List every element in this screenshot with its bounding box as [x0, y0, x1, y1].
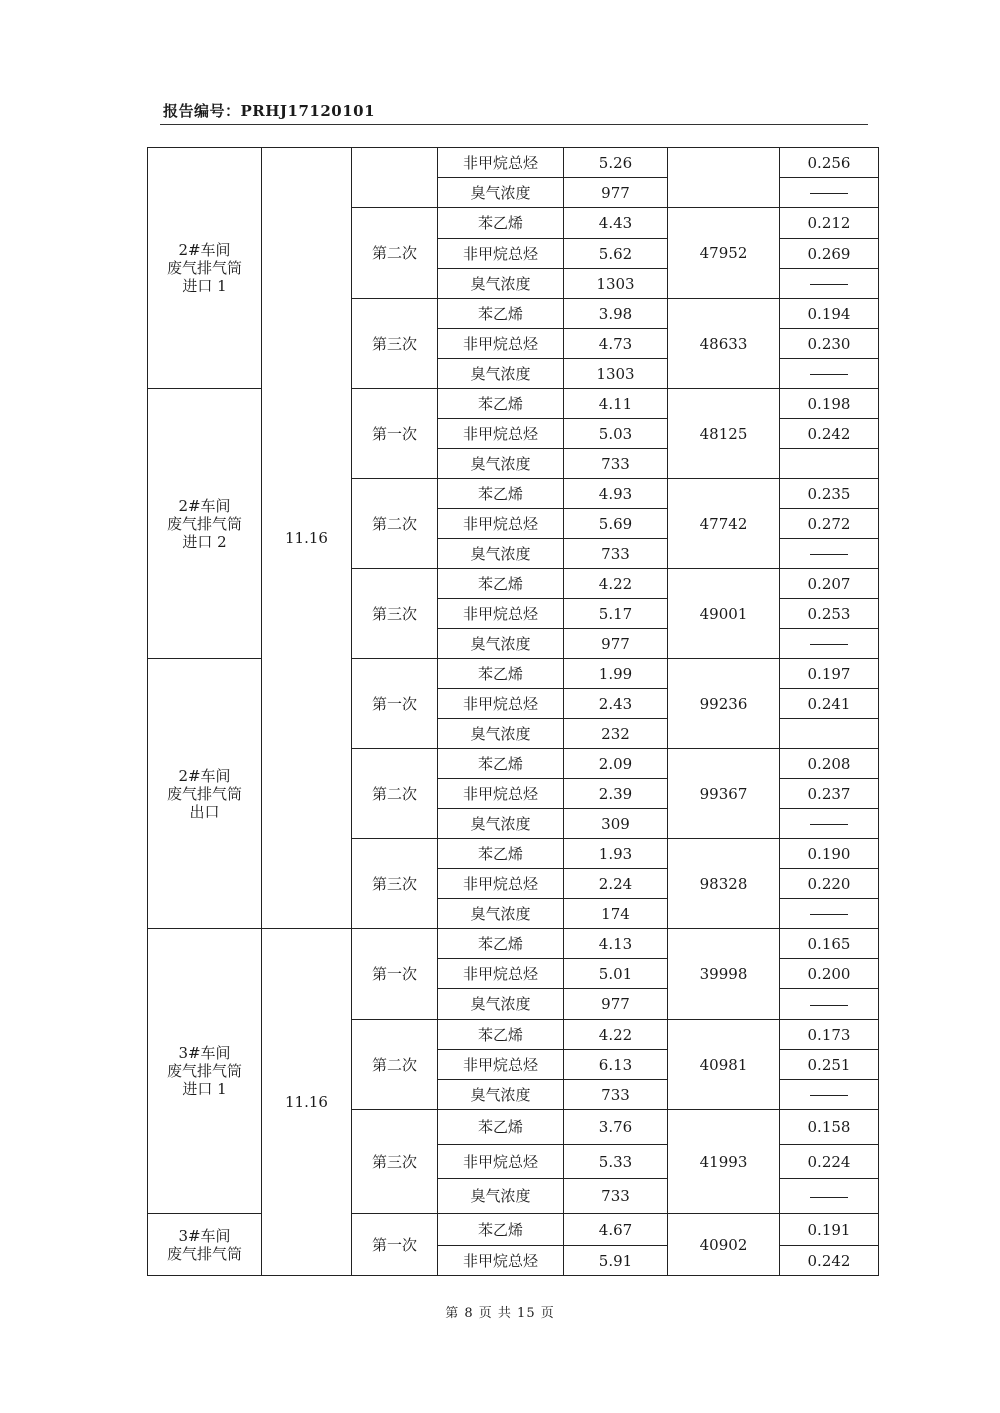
emission-rate-cell: 0.269	[780, 239, 879, 269]
concentration-cell: 5.17	[564, 599, 668, 629]
emission-rate-cell: 0.220	[780, 869, 879, 899]
sampling-round-cell: 第一次	[352, 659, 438, 749]
concentration-cell: 733	[564, 1080, 668, 1110]
pollutant-name-cell: 苯乙烯	[438, 839, 564, 869]
concentration-cell: 4.22	[564, 569, 668, 599]
concentration-cell: 5.62	[564, 239, 668, 269]
pollutant-name-cell: 非甲烷总烃	[438, 148, 564, 178]
pollutant-name-cell: 苯乙烯	[438, 929, 564, 959]
pollutant-name-cell: 非甲烷总烃	[438, 419, 564, 449]
header-divider	[160, 124, 868, 125]
pollutant-name-cell: 非甲烷总烃	[438, 239, 564, 269]
concentration-cell: 4.11	[564, 389, 668, 419]
page-footer: 第 8 页 共 15 页	[445, 1306, 555, 1321]
pollutant-name-cell: 臭气浓度	[438, 809, 564, 839]
concentration-cell: 1303	[564, 359, 668, 389]
emission-rate-cell	[780, 359, 879, 389]
emission-rate-cell: 0.251	[780, 1050, 879, 1080]
pollutant-name-cell: 非甲烷总烃	[438, 1050, 564, 1080]
emission-rate-cell: 0.191	[780, 1214, 879, 1246]
concentration-cell: 5.33	[564, 1145, 668, 1179]
pollutant-name-cell: 苯乙烯	[438, 208, 564, 239]
sampling-round-cell: 第三次	[352, 839, 438, 929]
emission-rate-cell: 0.207	[780, 569, 879, 599]
emission-rate-cell: 0.158	[780, 1110, 879, 1145]
flow-rate-cell: 41993	[668, 1110, 780, 1214]
concentration-cell: 4.93	[564, 479, 668, 509]
concentration-cell: 4.73	[564, 329, 668, 359]
emission-rate-cell	[780, 1080, 879, 1110]
concentration-cell: 4.13	[564, 929, 668, 959]
emission-rate-cell: 0.242	[780, 1246, 879, 1276]
pollutant-name-cell: 臭气浓度	[438, 1179, 564, 1214]
concentration-cell: 5.91	[564, 1246, 668, 1276]
flow-rate-cell	[668, 148, 780, 208]
flow-rate-cell: 99367	[668, 749, 780, 839]
emission-rate-cell: 0.237	[780, 779, 879, 809]
concentration-cell: 4.67	[564, 1214, 668, 1246]
emission-rate-cell	[780, 719, 879, 749]
flow-rate-cell: 40902	[668, 1214, 780, 1276]
sampling-location-cell: 2#车间 废气排气筒 进口 2	[148, 389, 262, 659]
pollutant-name-cell: 臭气浓度	[438, 449, 564, 479]
concentration-cell: 3.98	[564, 299, 668, 329]
flow-rate-cell: 98328	[668, 839, 780, 929]
pollutant-name-cell: 非甲烷总烃	[438, 599, 564, 629]
emission-rate-cell: 0.173	[780, 1020, 879, 1050]
concentration-cell: 309	[564, 809, 668, 839]
pollutant-name-cell: 苯乙烯	[438, 569, 564, 599]
pollutant-name-cell: 非甲烷总烃	[438, 779, 564, 809]
flow-rate-cell: 47742	[668, 479, 780, 569]
concentration-cell: 977	[564, 178, 668, 208]
emission-rate-cell: 0.197	[780, 659, 879, 689]
concentration-cell: 5.01	[564, 959, 668, 989]
emission-rate-cell	[780, 178, 879, 208]
emission-rate-cell: 0.256	[780, 148, 879, 178]
flow-rate-cell: 47952	[668, 208, 780, 299]
pollutant-name-cell: 臭气浓度	[438, 359, 564, 389]
flow-rate-cell: 39998	[668, 929, 780, 1020]
pollutant-name-cell: 苯乙烯	[438, 1020, 564, 1050]
concentration-cell: 174	[564, 899, 668, 929]
sampling-location-cell: 2#车间 废气排气筒 进口 1	[148, 148, 262, 389]
sampling-round-cell: 第三次	[352, 569, 438, 659]
table-row	[148, 148, 879, 178]
sampling-round-cell: 第一次	[352, 389, 438, 479]
pollutant-name-cell: 苯乙烯	[438, 749, 564, 779]
emission-rate-cell: 0.208	[780, 749, 879, 779]
concentration-cell: 232	[564, 719, 668, 749]
concentration-cell: 2.24	[564, 869, 668, 899]
pollutant-name-cell: 臭气浓度	[438, 269, 564, 299]
emission-rate-cell	[780, 1179, 879, 1214]
pollutant-name-cell: 苯乙烯	[438, 389, 564, 419]
sampling-round-cell: 第二次	[352, 208, 438, 299]
pollutant-name-cell: 苯乙烯	[438, 299, 564, 329]
flow-rate-cell: 48125	[668, 389, 780, 479]
concentration-cell: 977	[564, 989, 668, 1020]
pollutant-name-cell: 非甲烷总烃	[438, 869, 564, 899]
emission-rate-cell	[780, 449, 879, 479]
emission-rate-cell: 0.165	[780, 929, 879, 959]
sampling-location-cell: 3#车间 废气排气筒	[148, 1214, 262, 1276]
emission-rate-cell	[780, 899, 879, 929]
pollutant-name-cell: 非甲烷总烃	[438, 1145, 564, 1179]
concentration-cell: 977	[564, 629, 668, 659]
sampling-round-cell: 第二次	[352, 749, 438, 839]
flow-rate-cell: 40981	[668, 1020, 780, 1110]
concentration-cell: 4.43	[564, 208, 668, 239]
emission-rate-cell: 0.241	[780, 689, 879, 719]
concentration-cell: 1303	[564, 269, 668, 299]
table-row	[148, 389, 879, 419]
pollutant-name-cell: 臭气浓度	[438, 1080, 564, 1110]
table-row	[148, 929, 879, 959]
concentration-cell: 3.76	[564, 1110, 668, 1145]
emission-rate-cell: 0.272	[780, 509, 879, 539]
emission-rate-cell: 0.235	[780, 479, 879, 509]
monitoring-table	[147, 147, 879, 1276]
sampling-location-cell: 3#车间 废气排气筒 进口 1	[148, 929, 262, 1214]
concentration-cell: 733	[564, 1179, 668, 1214]
pollutant-name-cell: 非甲烷总烃	[438, 509, 564, 539]
pollutant-name-cell: 臭气浓度	[438, 178, 564, 208]
sampling-round-cell: 第二次	[352, 479, 438, 569]
emission-rate-cell	[780, 269, 879, 299]
flow-rate-cell: 49001	[668, 569, 780, 659]
table-row	[148, 1214, 879, 1246]
sampling-round-cell: 第一次	[352, 1214, 438, 1276]
pollutant-name-cell: 苯乙烯	[438, 659, 564, 689]
pollutant-name-cell: 非甲烷总烃	[438, 689, 564, 719]
flow-rate-cell: 48633	[668, 299, 780, 389]
emission-rate-cell: 0.200	[780, 959, 879, 989]
emission-rate-cell: 0.194	[780, 299, 879, 329]
concentration-cell: 1.99	[564, 659, 668, 689]
concentration-cell: 5.69	[564, 509, 668, 539]
concentration-cell: 2.39	[564, 779, 668, 809]
emission-rate-cell	[780, 539, 879, 569]
sampling-location-cell: 2#车间 废气排气筒 出口	[148, 659, 262, 929]
emission-rate-cell: 0.242	[780, 419, 879, 449]
concentration-cell: 2.43	[564, 689, 668, 719]
flow-rate-cell: 99236	[668, 659, 780, 749]
sampling-round-cell: 第三次	[352, 299, 438, 389]
sampling-round-cell: 第一次	[352, 929, 438, 1020]
emission-rate-cell	[780, 629, 879, 659]
pollutant-name-cell: 苯乙烯	[438, 479, 564, 509]
table-row	[148, 659, 879, 689]
concentration-cell: 5.26	[564, 148, 668, 178]
emission-rate-cell: 0.212	[780, 208, 879, 239]
pollutant-name-cell: 非甲烷总烃	[438, 329, 564, 359]
pollutant-name-cell: 臭气浓度	[438, 989, 564, 1020]
pollutant-name-cell: 苯乙烯	[438, 1110, 564, 1145]
pollutant-name-cell: 臭气浓度	[438, 629, 564, 659]
emission-rate-cell: 0.190	[780, 839, 879, 869]
sampling-round-cell: 第二次	[352, 1020, 438, 1110]
pollutant-name-cell: 非甲烷总烃	[438, 959, 564, 989]
pollutant-name-cell: 非甲烷总烃	[438, 1246, 564, 1276]
concentration-cell: 4.22	[564, 1020, 668, 1050]
concentration-cell: 733	[564, 449, 668, 479]
sampling-date-cell: 11.16	[262, 148, 352, 929]
pollutant-name-cell: 臭气浓度	[438, 539, 564, 569]
concentration-cell: 1.93	[564, 839, 668, 869]
emission-rate-cell	[780, 989, 879, 1020]
sampling-date-cell: 11.16	[262, 929, 352, 1276]
sampling-round-cell: 第三次	[352, 1110, 438, 1214]
concentration-cell: 5.03	[564, 419, 668, 449]
pollutant-name-cell: 臭气浓度	[438, 899, 564, 929]
report-number: 报告编号：PRHJ17120101	[163, 102, 376, 120]
concentration-cell: 733	[564, 539, 668, 569]
pollutant-name-cell: 苯乙烯	[438, 1214, 564, 1246]
concentration-cell: 2.09	[564, 749, 668, 779]
emission-rate-cell: 0.253	[780, 599, 879, 629]
emission-rate-cell	[780, 809, 879, 839]
sampling-round-cell	[352, 148, 438, 208]
emission-rate-cell: 0.230	[780, 329, 879, 359]
emission-rate-cell: 0.198	[780, 389, 879, 419]
emission-rate-cell: 0.224	[780, 1145, 879, 1179]
pollutant-name-cell: 臭气浓度	[438, 719, 564, 749]
concentration-cell: 6.13	[564, 1050, 668, 1080]
